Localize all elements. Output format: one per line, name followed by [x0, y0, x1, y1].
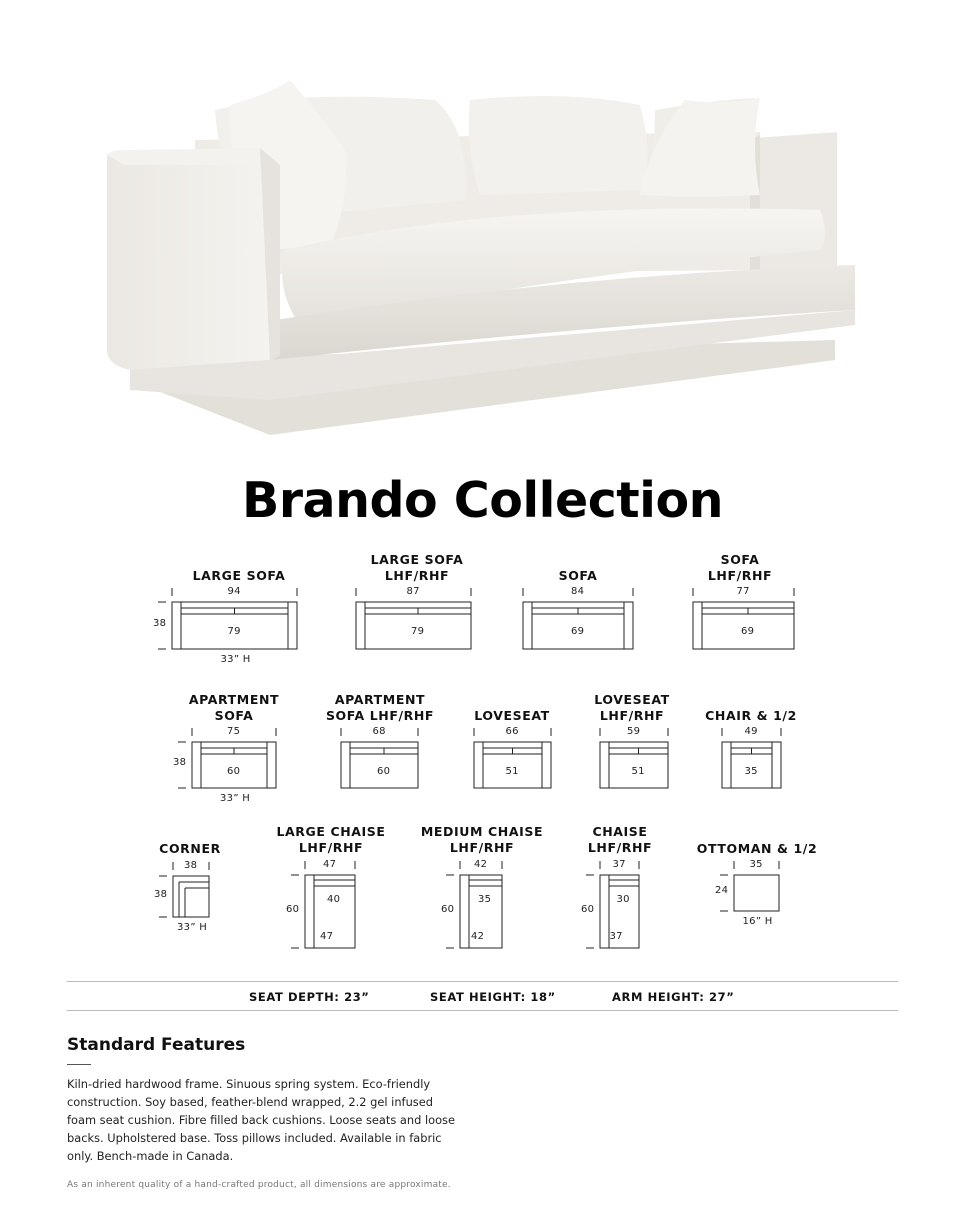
- width-dim: 38: [184, 860, 198, 871]
- depth-dim: 38: [153, 617, 167, 629]
- inner-top-dim: 30: [616, 894, 630, 905]
- product-label-apartment-sofa: [189, 692, 279, 724]
- product-label-line: OTTOMAN & 1/2: [696, 841, 818, 856]
- product-label-line: CORNER: [159, 841, 221, 856]
- seat-depth-spec: SEAT DEPTH: 23”: [249, 990, 370, 1004]
- inner-dim: 79: [227, 626, 241, 637]
- product-label-medium-chaise: [421, 824, 543, 856]
- product-label-line: LOVESEAT: [594, 692, 670, 707]
- inner-dim: 69: [571, 626, 585, 637]
- product-label-line: SOFA: [720, 552, 760, 567]
- depth-dim: 60: [286, 903, 300, 915]
- inner-dim: 35: [744, 766, 758, 777]
- product-label-apartment-sofa-lhf-rhf: [326, 692, 434, 724]
- divider-top: [67, 981, 898, 982]
- features-rule: [67, 1064, 91, 1065]
- product-label-line: LARGE SOFA: [192, 568, 286, 583]
- inner-dim: 60: [377, 766, 391, 777]
- width-dim: 35: [749, 859, 763, 870]
- product-label-line: CHAIR & 1/2: [705, 708, 797, 723]
- product-label-large-chaise: [276, 824, 385, 856]
- product-label-sofa-lhf-rhf: [708, 552, 772, 584]
- inner-bottom-dim: 47: [320, 931, 334, 942]
- product-label-line: LOVESEAT: [474, 708, 550, 723]
- inner-dim: 60: [227, 766, 241, 777]
- product-label-line: LHF/RHF: [707, 568, 773, 583]
- product-label-line: LHF/RHF: [599, 708, 665, 723]
- height-dim: 33” H: [220, 654, 251, 665]
- product-label-line: SOFA: [214, 708, 254, 723]
- width-dim: 59: [627, 726, 641, 737]
- inner-top-dim: 40: [327, 894, 341, 905]
- width-dim: 75: [227, 726, 241, 737]
- depth-dim: 60: [441, 903, 455, 915]
- inner-dim: 51: [631, 766, 645, 777]
- inner-dim: 69: [741, 626, 755, 637]
- disclaimer: As an inherent quality of a hand-crafted product, all dimensions are approximate.: [67, 1180, 451, 1190]
- depth-dim: 24: [715, 885, 729, 896]
- features-title: Standard Features: [67, 1035, 246, 1055]
- depth-dim: 38: [173, 757, 187, 768]
- inner-bottom-dim: 42: [471, 931, 485, 942]
- width-dim: 66: [505, 726, 519, 737]
- product-label-line: SOFA LHF/RHF: [325, 708, 435, 723]
- product-label-line: MEDIUM CHAISE: [420, 824, 544, 839]
- depth-dim: 38: [154, 888, 168, 900]
- seat-height-spec: SEAT HEIGHT: 18”: [430, 990, 556, 1004]
- depth-dim: 60: [581, 903, 595, 915]
- arm-height-spec: ARM HEIGHT: 27”: [612, 990, 735, 1004]
- inner-dim: 79: [411, 626, 425, 637]
- width-dim: 68: [372, 726, 386, 737]
- product-label-line: SOFA: [558, 568, 598, 583]
- product-label-chaise: [588, 824, 652, 856]
- width-dim: 87: [406, 586, 420, 597]
- product-label-line: APARTMENT: [188, 692, 280, 707]
- height-dim: 33” H: [177, 922, 208, 933]
- features-text: Kiln-dried hardwood frame. Sinuous spring system. Eco-friendly construction. Soy based, feather-blend wrapped, 2.2 gel infused foam seat cushion. Fibre filled back cushions. Loose seats and loose backs. Upholstered base. Toss pillows included. Available in fabric only. Bench-made in Canada.: [67, 1077, 455, 1163]
- width-dim: 49: [744, 726, 758, 737]
- width-dim: 42: [474, 859, 488, 870]
- inner-bottom-dim: 37: [609, 931, 623, 942]
- product-label-line: LHF/RHF: [298, 840, 364, 855]
- product-label-large-sofa-lhf-rhf: [371, 552, 464, 584]
- page-title: Brando Collection: [241, 472, 724, 529]
- product-label-line: LHF/RHF: [449, 840, 515, 855]
- inner-top-dim: 35: [478, 894, 492, 905]
- sofa-photo: [95, 70, 875, 450]
- width-dim: 37: [612, 859, 626, 870]
- width-dim: 94: [227, 586, 241, 597]
- product-label-loveseat-lhf-rhf: [594, 692, 670, 724]
- height-dim: 33” H: [220, 793, 251, 804]
- product-label-line: CHAISE: [592, 824, 648, 839]
- product-label-line: APARTMENT: [334, 692, 426, 707]
- height-dim: 16” H: [742, 916, 773, 927]
- inner-dim: 51: [505, 766, 519, 777]
- width-dim: 84: [571, 586, 585, 597]
- product-label-line: LHF/RHF: [587, 840, 653, 855]
- product-label-corner: [159, 841, 221, 857]
- divider-bottom: [67, 1010, 898, 1011]
- product-label-line: LARGE SOFA: [370, 552, 464, 567]
- width-dim: 47: [323, 859, 337, 870]
- product-label-line: LHF/RHF: [384, 568, 450, 583]
- width-dim: 77: [736, 586, 750, 597]
- product-label-line: LARGE CHAISE: [276, 824, 386, 839]
